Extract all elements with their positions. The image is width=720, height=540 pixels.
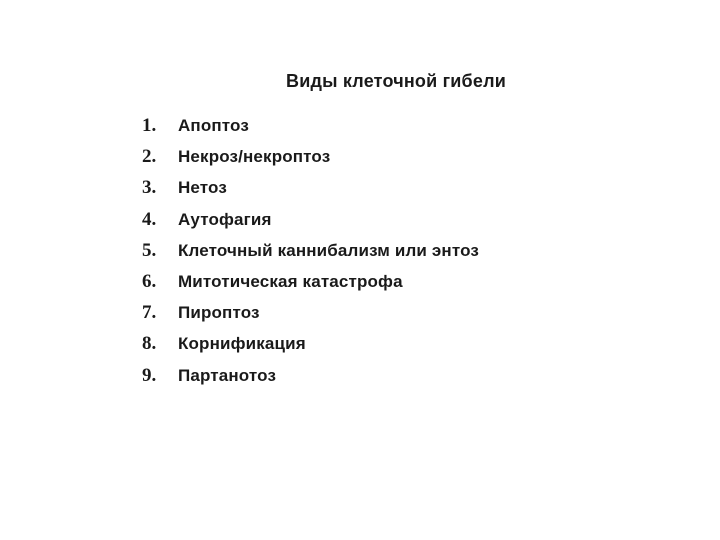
list-item-label: Апоптоз xyxy=(178,116,249,135)
list-item xyxy=(142,204,479,235)
list-item-label: Клеточный каннибализм или энтоз xyxy=(178,240,479,260)
list-item-number: 3. xyxy=(142,177,157,199)
list-item-number: 9. xyxy=(142,364,157,386)
list-item-number: 7. xyxy=(142,302,157,324)
list-item xyxy=(142,110,479,141)
list-item-number: 4. xyxy=(142,208,157,230)
list-item-label: Партанотоз xyxy=(178,365,277,385)
list-item xyxy=(142,328,479,359)
list-item-number: 5. xyxy=(142,239,157,261)
list-item xyxy=(142,266,479,297)
slide-title: Виды клеточной гибели xyxy=(286,71,506,91)
cell-death-types-list xyxy=(142,110,479,391)
list-item-label: Некроз/некроптоз xyxy=(178,147,331,167)
list-item-label: Пироптоз xyxy=(178,303,260,323)
list-item xyxy=(142,141,479,172)
list-item-number: 8. xyxy=(142,333,157,355)
list-item xyxy=(142,172,479,203)
list-item-label: Митотическая катастрофа xyxy=(178,271,403,291)
list-item-label: Корнификация xyxy=(178,334,306,354)
list-item xyxy=(142,297,479,328)
list-item xyxy=(142,235,479,266)
list-item-number: 6. xyxy=(142,270,157,292)
list-item-number: 1. xyxy=(142,115,157,136)
list-item-label: Аутофагия xyxy=(178,209,272,229)
list-item-label: Нетоз xyxy=(178,178,227,198)
list-item-number: 2. xyxy=(142,146,157,168)
list-item xyxy=(142,360,479,391)
